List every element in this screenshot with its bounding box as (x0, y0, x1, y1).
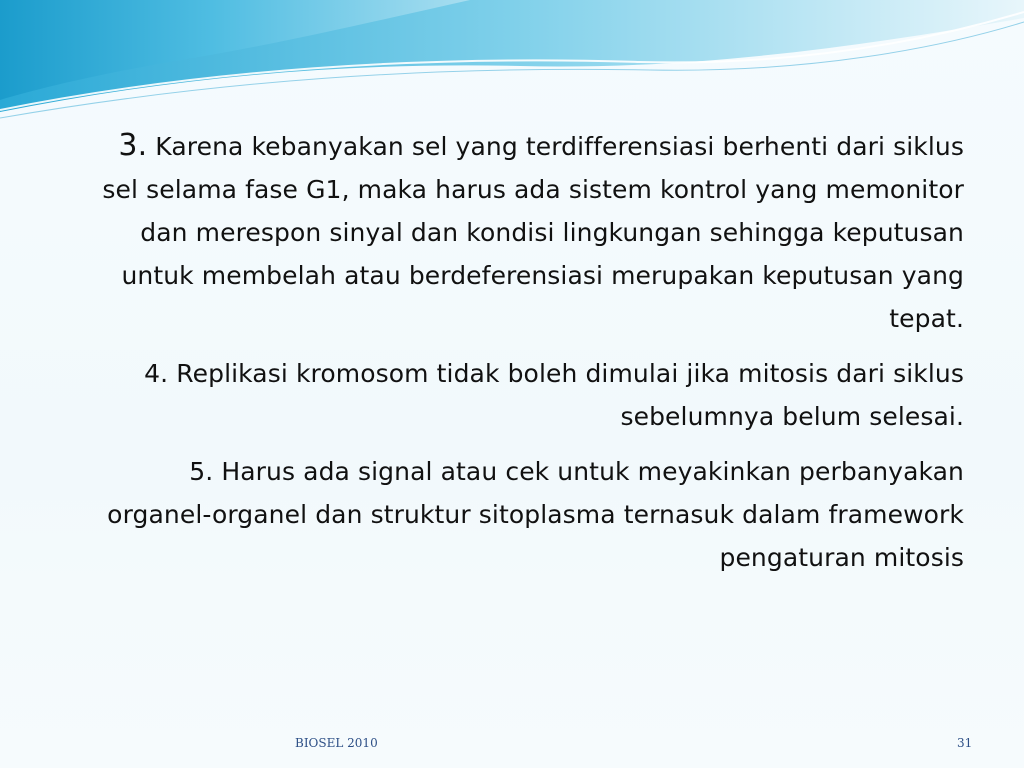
paragraph-5-number: 5. (189, 457, 214, 486)
page-number: 31 (957, 736, 973, 750)
slide-body (96, 124, 964, 591)
footer-label: BIOSEL 2010 (295, 736, 378, 750)
paragraph-4-text: Replikasi kromosom tidak boleh dimulai jika mitosis dari siklus sebelumnya belum selesai. (168, 359, 964, 431)
paragraph-3 (96, 124, 964, 340)
paragraph-3-text: Karena kebanyakan sel yang terdifferensiasi berhenti dari siklus sel selama fase G1, maka harus ada sistem kontrol yang memonitor dan merespon sinyal dan kondisi lingkungan sehingga keputusan untuk membelah atau berdeferensiasi merupakan keputusan yang tepat. (102, 132, 964, 333)
header-wave-decoration (0, 0, 1024, 130)
paragraph-3-number: 3. (118, 128, 148, 163)
paragraph-5-text: Harus ada signal atau cek untuk meyakinkan perbanyakan organel-organel dan struktur sitoplasma ternasuk dalam framework pengaturan mitosis (107, 457, 964, 572)
paragraph-4-number: 4. (144, 359, 169, 388)
paragraph-5 (96, 450, 964, 579)
paragraph-4 (96, 352, 964, 438)
